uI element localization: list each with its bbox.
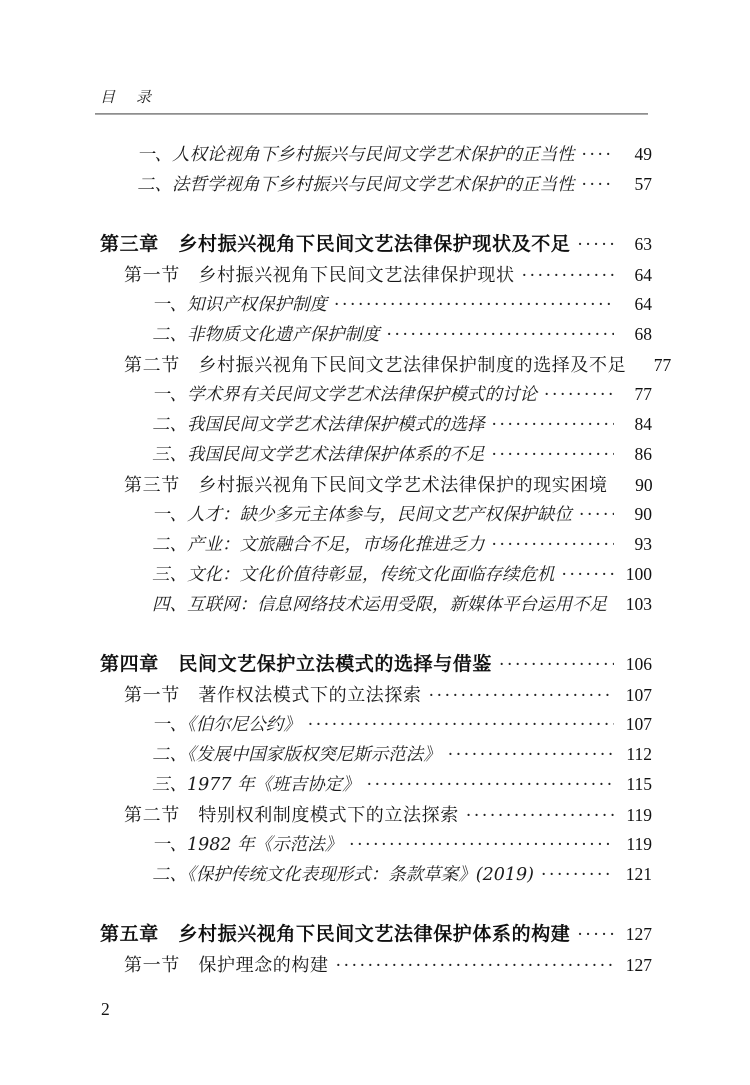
toc-entry-title: 二、法哲学视角下乡村振兴与民间文学艺术保护的正当性 <box>137 175 575 195</box>
toc-entry-title: 二、非物质文化遗产保护制度 <box>152 325 380 345</box>
toc-entry <box>100 290 652 320</box>
toc-entry-page: 106 <box>625 654 652 674</box>
toc-entry-page: 63 <box>634 234 652 254</box>
toc-entry-page: 112 <box>626 744 652 764</box>
toc-entry-title: 二、产业：文旅融合不足，市场化推进乏力 <box>152 535 485 555</box>
leader-dots <box>577 921 614 951</box>
toc-entry <box>100 410 652 440</box>
toc-entry-title: 三、文化：文化价值待彰显，传统文化面临存续危机 <box>152 565 555 585</box>
leader-dots <box>466 802 614 832</box>
toc-entry-page: 107 <box>625 685 652 705</box>
table-of-contents <box>100 140 672 980</box>
toc-entry <box>100 260 652 290</box>
toc-entry <box>100 830 652 860</box>
toc-entry <box>100 710 652 740</box>
leader-dots <box>308 711 614 741</box>
leader-dots <box>577 231 614 261</box>
leader-dots <box>492 531 615 561</box>
leader-dots <box>544 381 614 411</box>
toc-entry <box>100 680 652 710</box>
toc-entry-page: 100 <box>625 564 652 584</box>
toc-entry-page: 49 <box>634 144 652 164</box>
toc-entry <box>100 920 652 950</box>
toc-entry-title: 第一节 乡村振兴视角下民间文艺法律保护现状 <box>124 265 515 285</box>
toc-entry-title: 三、1977 年《班吉协定》 <box>152 775 360 795</box>
toc-entry <box>100 140 652 170</box>
toc-entry-title: 一、学术界有关民间文学艺术法律保护模式的讨论 <box>152 385 537 405</box>
toc-entry <box>100 380 652 410</box>
toc-entry <box>100 740 652 770</box>
leader-dots <box>349 831 614 861</box>
leader-dots <box>448 741 614 771</box>
toc-entry <box>100 800 652 830</box>
toc-entry-page: 121 <box>625 864 652 884</box>
leader-dots <box>499 651 614 681</box>
toc-entry-title: 一、1982 年《示范法》 <box>152 835 343 855</box>
toc-entry <box>100 650 652 680</box>
toc-entry-title: 一、知识产权保护制度 <box>152 295 327 315</box>
toc-entry-title: 二、《发展中国家版权突尼斯示范法》 <box>152 745 441 765</box>
toc-entry <box>100 170 652 200</box>
toc-entry-page: 90 <box>634 504 652 524</box>
toc-entry <box>100 950 652 980</box>
toc-entry-title: 一、人权论视角下乡村振兴与民间文学艺术保护的正当性 <box>137 145 575 165</box>
toc-entry-title: 第四章 民间文艺保护立法模式的选择与借鉴 <box>100 654 493 675</box>
toc-entry-title: 第一节 保护理念的构建 <box>124 955 329 975</box>
leader-dots <box>429 682 614 712</box>
toc-entry <box>100 230 652 260</box>
toc-entry <box>100 320 652 350</box>
toc-entry-page: 90 <box>635 475 653 495</box>
leader-dots <box>579 501 614 531</box>
toc-entry-page: 57 <box>634 174 652 194</box>
toc-entry-page: 84 <box>634 414 652 434</box>
leader-dots <box>334 291 614 321</box>
toc-entry <box>100 530 652 560</box>
toc-entry-page: 107 <box>625 714 652 734</box>
toc-entry <box>100 590 652 620</box>
toc-entry-page: 103 <box>625 594 652 614</box>
toc-entry-title: 第五章 乡村振兴视角下民间文艺法律保护体系的构建 <box>100 924 571 945</box>
leader-dots <box>522 262 614 292</box>
toc-entry <box>100 350 672 380</box>
toc-entry-title: 第三节 乡村振兴视角下民间文学艺术法律保护的现实困境 <box>124 475 608 495</box>
toc-entry-title: 第三章 乡村振兴视角下民间文艺法律保护现状及不足 <box>100 234 571 255</box>
leader-dots <box>336 952 614 982</box>
toc-entry-page: 119 <box>626 805 652 825</box>
toc-entry-title: 二、《保护传统文化表现形式：条款草案》(2019) <box>152 865 534 885</box>
page-header-title: 目 录 <box>100 88 155 106</box>
leader-dots <box>582 171 615 201</box>
toc-entry-page: 68 <box>634 324 652 344</box>
toc-entry-title: 第二节 乡村振兴视角下民间文艺法律保护制度的选择及不足 <box>124 355 627 375</box>
toc-entry-page: 127 <box>625 955 652 975</box>
toc-entry-title: 二、我国民间文学艺术法律保护模式的选择 <box>152 415 485 435</box>
toc-entry-page: 77 <box>653 355 672 375</box>
leader-dots <box>492 441 615 471</box>
toc-entry <box>100 500 652 530</box>
toc-entry <box>100 440 652 470</box>
toc-entry-page: 119 <box>626 834 652 854</box>
toc-entry-title: 三、我国民间文学艺术法律保护体系的不足 <box>152 445 485 465</box>
toc-entry-title: 第二节 特别权利制度模式下的立法探索 <box>124 805 459 825</box>
leader-dots <box>387 321 615 351</box>
toc-entry-page: 64 <box>634 294 652 314</box>
toc-entry-title: 一、人才：缺少多元主体参与，民间文艺产权保护缺位 <box>152 505 572 525</box>
toc-entry-page: 93 <box>634 534 652 554</box>
toc-entry <box>100 470 652 500</box>
toc-entry <box>100 560 652 590</box>
toc-entry-page: 127 <box>625 924 652 944</box>
toc-entry <box>100 770 652 800</box>
leader-dots <box>582 141 615 171</box>
header-rule <box>95 113 648 115</box>
leader-dots <box>541 861 614 891</box>
toc-entry <box>100 860 652 890</box>
leader-dots <box>562 561 615 591</box>
leader-dots <box>367 771 614 801</box>
toc-entry-page: 64 <box>634 265 652 285</box>
toc-entry-page: 86 <box>634 444 652 464</box>
toc-entry-title: 一、《伯尔尼公约》 <box>152 715 301 735</box>
leader-dots <box>492 411 615 441</box>
toc-entry-title: 第一节 著作权法模式下的立法探索 <box>124 685 422 705</box>
toc-entry-page: 115 <box>626 774 652 794</box>
page-number: 2 <box>101 999 110 1019</box>
toc-entry-page: 77 <box>634 384 652 404</box>
toc-entry-title: 四、互联网：信息网络技术运用受限，新媒体平台运用不足 <box>152 595 607 615</box>
